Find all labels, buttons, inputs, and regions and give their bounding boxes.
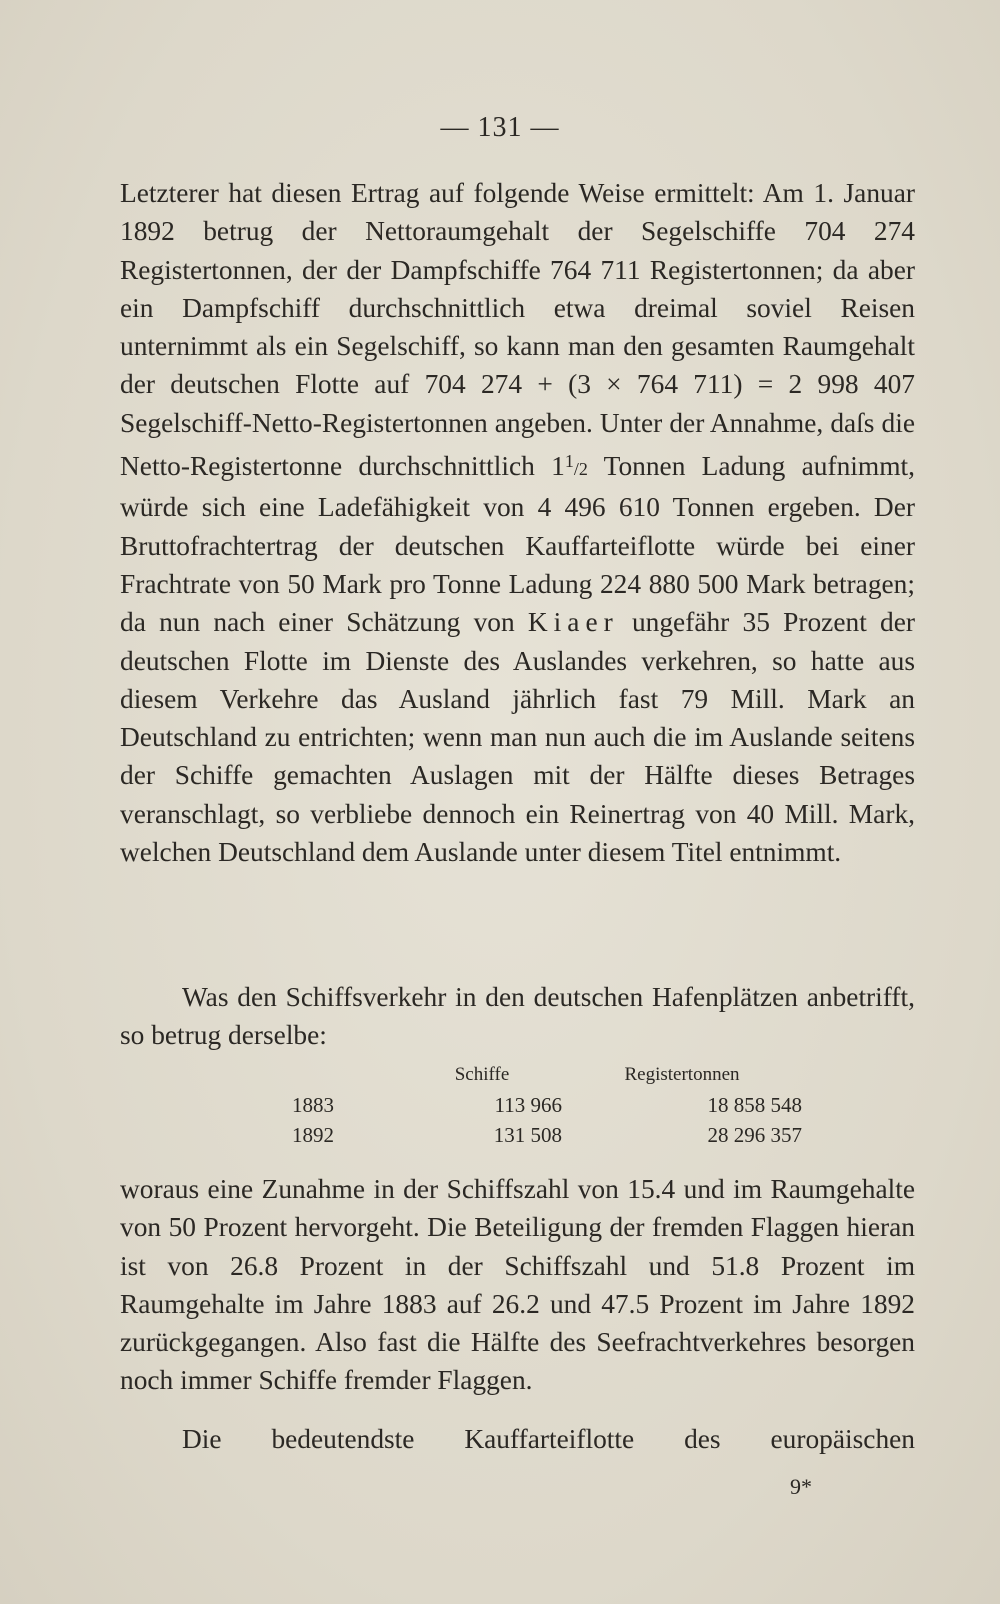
page-number: — 131 — <box>440 112 560 143</box>
paragraph-3 <box>120 1170 915 1400</box>
row-tons: 28 296 357 <box>707 1123 802 1147</box>
header-tons: Registertonnen <box>624 1064 740 1085</box>
paragraph-1-text <box>120 174 915 871</box>
header-ships: Schiffe <box>454 1064 510 1085</box>
paragraph-2-text <box>120 978 915 1055</box>
paragraph-4 <box>120 1420 915 1458</box>
paragraph-1-part1: Letzterer hat diesen Ertrag auf folgende Weise ermittelt: Am 1. Januar 1892 betrug der Nettoraumgehalt der Segelschiffe 704 274 Registertonnen, der der Dampfschiffe 764 711 Registertonnen; da aber ein Dampfschiff durchschnittlich etwa dreimal soviel Reisen unternimmt als ein Segelschiff, so kann man den gesamten Raumgehalt der deutschen Flotte auf 704 274 + (3 × 764 711) = 2 998 407 Segelschiff-Netto-Registertonnen angeben. Unter der Annahme, daſs die Netto-Registertonne durchschnittlich 1 <box>120 178 915 482</box>
row-ships: 131 508 <box>493 1123 562 1147</box>
fraction-numerator: 1 <box>564 451 574 472</box>
shipping-traffic-table <box>270 1060 802 1150</box>
fraction-denominator: /2 <box>573 459 588 480</box>
paragraph-1-part2: Tonnen Ladung aufnimmt, würde sich eine Ladefähigkeit von 4 496 610 Tonnen ergeben. Der Bruttofrachtertrag der deutschen Kauffarteiflotte würde bei einer Frachtrate von 50 Mark pro Tonne Ladung 224 880 500 Mark betragen; da nun nach einer Schätzung von <box>120 451 915 638</box>
row-ships: 113 966 <box>494 1093 562 1117</box>
table-row <box>270 1120 802 1150</box>
row-year: 1883 <box>292 1093 334 1117</box>
paragraph-3-text: woraus eine Zunahme in der Schiffszahl von 15.4 und im Raumgehalte von 50 Prozent hervorgeht. Die Beteiligung der fremden Flaggen hieran ist von 26.8 Prozent in der Schiffszahl und 51.8 Prozent im Raumgehalte im Jahre 1883 auf 26.2 und 47.5 Prozent im Jahre 1892 zurückgegangen. Also fast die Hälfte des Seefrachtverkehres besorgen noch immer Schiffe fremder Flaggen. <box>120 1174 915 1396</box>
paragraph-1-part3: ungefähr 35 Prozent der deutschen Flotte im Dienste des Auslandes verkehren, so hatte aus diesem Verkehre das Ausland jährlich fast 79 Mill. Mark an Deutschland zu entrichten; wenn man nun auch die im Auslande seitens der Schiffe gemachten Auslagen mit der Hälfte dieses Betrages veranschlagt, so verbliebe dennoch ein Reinertrag von 40 Mill. Mark, welchen Deutschland dem Auslande unter diesem Titel entnimmt. <box>120 607 915 868</box>
table-header-row <box>270 1060 802 1090</box>
row-year: 1892 <box>292 1123 334 1147</box>
paragraph-4-text <box>120 1420 915 1458</box>
signature-mark: 9* <box>790 1474 812 1499</box>
paragraph-1 <box>120 174 915 871</box>
table-row <box>270 1090 802 1120</box>
author-name: Kiaer <box>527 607 619 638</box>
paragraph-2 <box>120 978 915 1055</box>
header-year <box>270 1060 402 1090</box>
row-tons: 18 858 548 <box>707 1093 802 1117</box>
paragraph-4-content: Die bedeutendste Kauffarteiflotte des europäischen <box>182 1424 915 1454</box>
paragraph-2-content: Was den Schiffsverkehr in den deutschen Hafenplätzen anbetrifft, so betrug derselbe: <box>120 982 915 1051</box>
